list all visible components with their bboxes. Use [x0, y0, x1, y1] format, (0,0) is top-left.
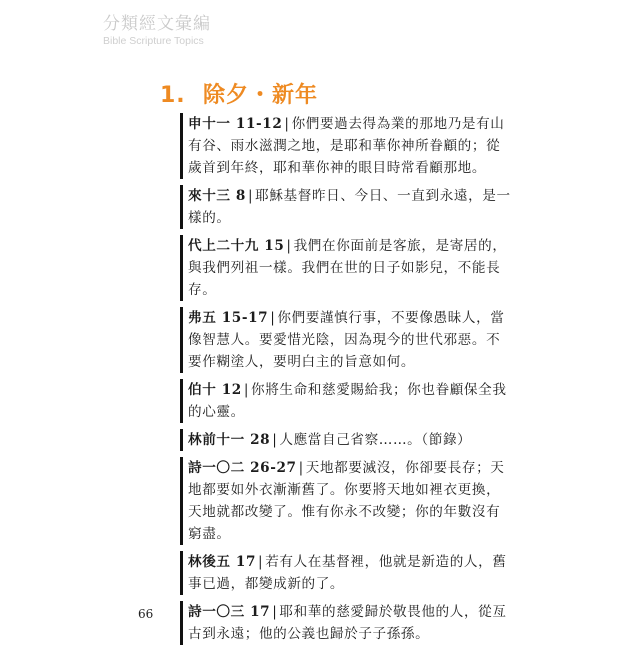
- reference-separator: |: [286, 238, 292, 254]
- scripture-text: 天地都要滅沒，你卻要長存；天地都要如外衣漸漸舊了。你要將天地如裡衣更換，天地就都改變了。惟有你永不改變；你的年數沒有窮盡。: [188, 460, 505, 542]
- scripture-reference: 申十一 11-12: [188, 116, 283, 132]
- scripture-reference: 伯十 12: [188, 382, 242, 398]
- scripture-text: 你將生命和慈愛賜給我；你也眷顧保全我的心靈。: [188, 382, 507, 420]
- scripture-text: 我們在你面前是客旅，是寄居的，與我們列祖一樣。我們在世的日子如影兒，不能長存。: [188, 238, 507, 298]
- reference-separator: |: [284, 116, 290, 132]
- scripture-text: 你們要謹慎行事，不要像愚昧人，當像智慧人。要愛惜光陰，因為現今的世代邪惡。不要作糊塗人，要明白主的旨意如何。: [188, 310, 505, 370]
- page-number: 66: [138, 607, 154, 621]
- scripture-entry: [180, 113, 512, 179]
- scripture-reference: 林後五 17: [188, 554, 257, 570]
- scripture-text: 你們要過去得為業的那地乃是有山有谷、雨水滋潤之地，是耶和華你神所眷顧的；從歲首到年終，耶和華你神的眼目時常看顧那地。: [188, 116, 505, 176]
- section-heading: [160, 82, 318, 110]
- scripture-entry: [180, 551, 512, 595]
- section-number: 1.: [160, 83, 186, 108]
- scripture-entry: [180, 307, 512, 373]
- scripture-text: 人應當自己省察……。（節錄）: [279, 432, 472, 448]
- reference-separator: |: [270, 310, 276, 326]
- reference-separator: |: [272, 604, 278, 620]
- book-title-chinese: 分類經文彙編: [103, 14, 211, 34]
- scripture-reference: 代上二十九 15: [188, 238, 285, 254]
- scripture-text: 耶和華的慈愛歸於敬畏他的人，從亙古到永遠；他的公義也歸於子子孫孫。: [188, 604, 507, 642]
- scripture-entry: [180, 379, 512, 423]
- scripture-list: [180, 113, 512, 651]
- scripture-reference: 詩一〇三 17: [188, 604, 271, 620]
- running-header: [103, 14, 211, 47]
- scripture-reference: 來十三 8: [188, 188, 246, 204]
- reference-separator: |: [258, 554, 264, 570]
- scripture-text: 若有人在基督裡，他就是新造的人，舊事已過，都變成新的了。: [188, 554, 507, 592]
- scripture-reference: 林前十一 28: [188, 432, 271, 448]
- reference-separator: |: [272, 432, 278, 448]
- scripture-entry: [180, 601, 512, 645]
- scripture-reference: 詩一〇二 26-27: [188, 460, 297, 476]
- scripture-reference: 弗五 15-17: [188, 310, 269, 326]
- reference-separator: |: [243, 382, 250, 398]
- scripture-entry: [180, 185, 512, 229]
- reference-separator: |: [298, 460, 304, 476]
- section-title: 除夕・新年: [203, 83, 319, 108]
- book-title-english: Bible Scripture Topics: [103, 35, 204, 47]
- scripture-entry: [180, 429, 512, 451]
- scripture-text: 耶穌基督昨日、今日、一直到永遠，是一樣的。: [188, 188, 511, 226]
- reference-separator: |: [247, 188, 254, 204]
- scripture-entry: [180, 457, 512, 545]
- scripture-entry: [180, 235, 512, 301]
